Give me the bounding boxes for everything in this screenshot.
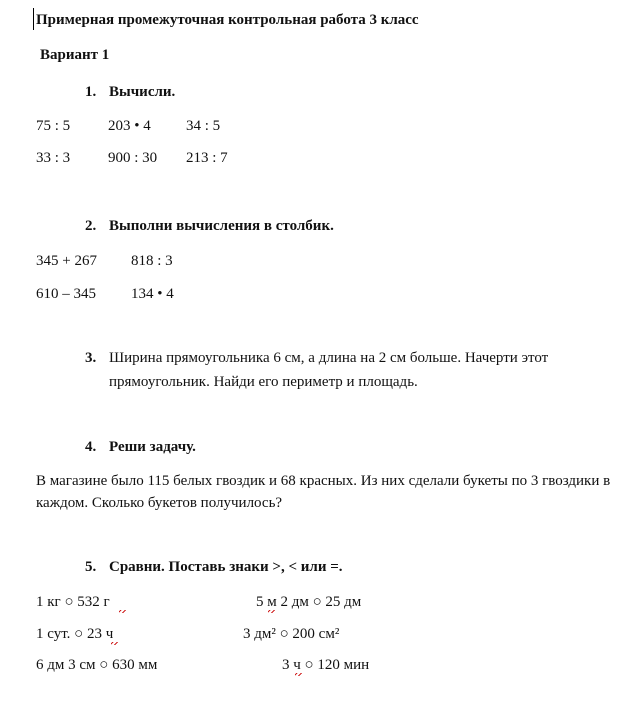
task1-label: Вычисли. xyxy=(109,84,176,100)
variant-heading: Вариант 1 xyxy=(40,47,110,63)
task1-expr: 203 • 4 xyxy=(108,118,151,134)
spellcheck-underline xyxy=(119,610,126,613)
task1-expr: 34 : 5 xyxy=(186,118,221,134)
spellcheck-underline xyxy=(111,642,118,645)
task4-text-line2: каждом. Сколько букетов получилось? xyxy=(36,495,283,511)
task2-label: Выполни вычисления в столбик. xyxy=(109,218,334,234)
task5-compare-right: 5 м 2 дм ○ 25 дм xyxy=(256,594,362,610)
task3-number: 3. xyxy=(85,350,97,366)
spellcheck-underline xyxy=(268,610,275,613)
task1-expr: 33 : 3 xyxy=(36,150,71,166)
task5-compare-left: 1 кг ○ 532 г xyxy=(36,594,110,610)
task2-expr: 134 • 4 xyxy=(131,286,174,302)
task2-expr: 610 – 345 xyxy=(36,286,96,302)
task5-label: Сравни. Поставь знаки >, < или =. xyxy=(109,559,343,575)
task5-compare-right: 3 дм² ○ 200 см² xyxy=(243,626,340,642)
task1-expr: 900 : 30 xyxy=(108,150,158,166)
task4-text-line1: В магазине было 115 белых гвоздик и 68 красных. Из них сделали букеты по 3 гвоздики в xyxy=(36,473,611,489)
task3-text-line1: Ширина прямоугольника 6 см, а длина на 2 см больше. Начерти этот xyxy=(109,350,549,366)
task4-number: 4. xyxy=(85,439,97,455)
task1-expr: 75 : 5 xyxy=(36,118,71,134)
task1-expr: 213 : 7 xyxy=(186,150,228,166)
task5-number: 5. xyxy=(85,559,97,575)
task2-number: 2. xyxy=(85,218,97,234)
task2-expr: 345 + 267 xyxy=(36,253,97,269)
task5-compare-left: 6 дм 3 см ○ 630 мм xyxy=(36,657,158,673)
task5-compare-right: 3 ч ○ 120 мин xyxy=(282,657,370,673)
document-title: Примерная промежуточная контрольная работа 3 класс xyxy=(36,12,419,28)
task2-expr: 818 : 3 xyxy=(131,253,173,269)
text-cursor xyxy=(33,8,34,30)
task1-number: 1. xyxy=(85,84,97,100)
task3-text-line2: прямоугольник. Найди его периметр и площадь. xyxy=(109,374,418,390)
spellcheck-underline xyxy=(295,673,302,676)
task5-compare-left: 1 сут. ○ 23 ч xyxy=(36,626,114,642)
task4-label: Реши задачу. xyxy=(109,439,196,455)
